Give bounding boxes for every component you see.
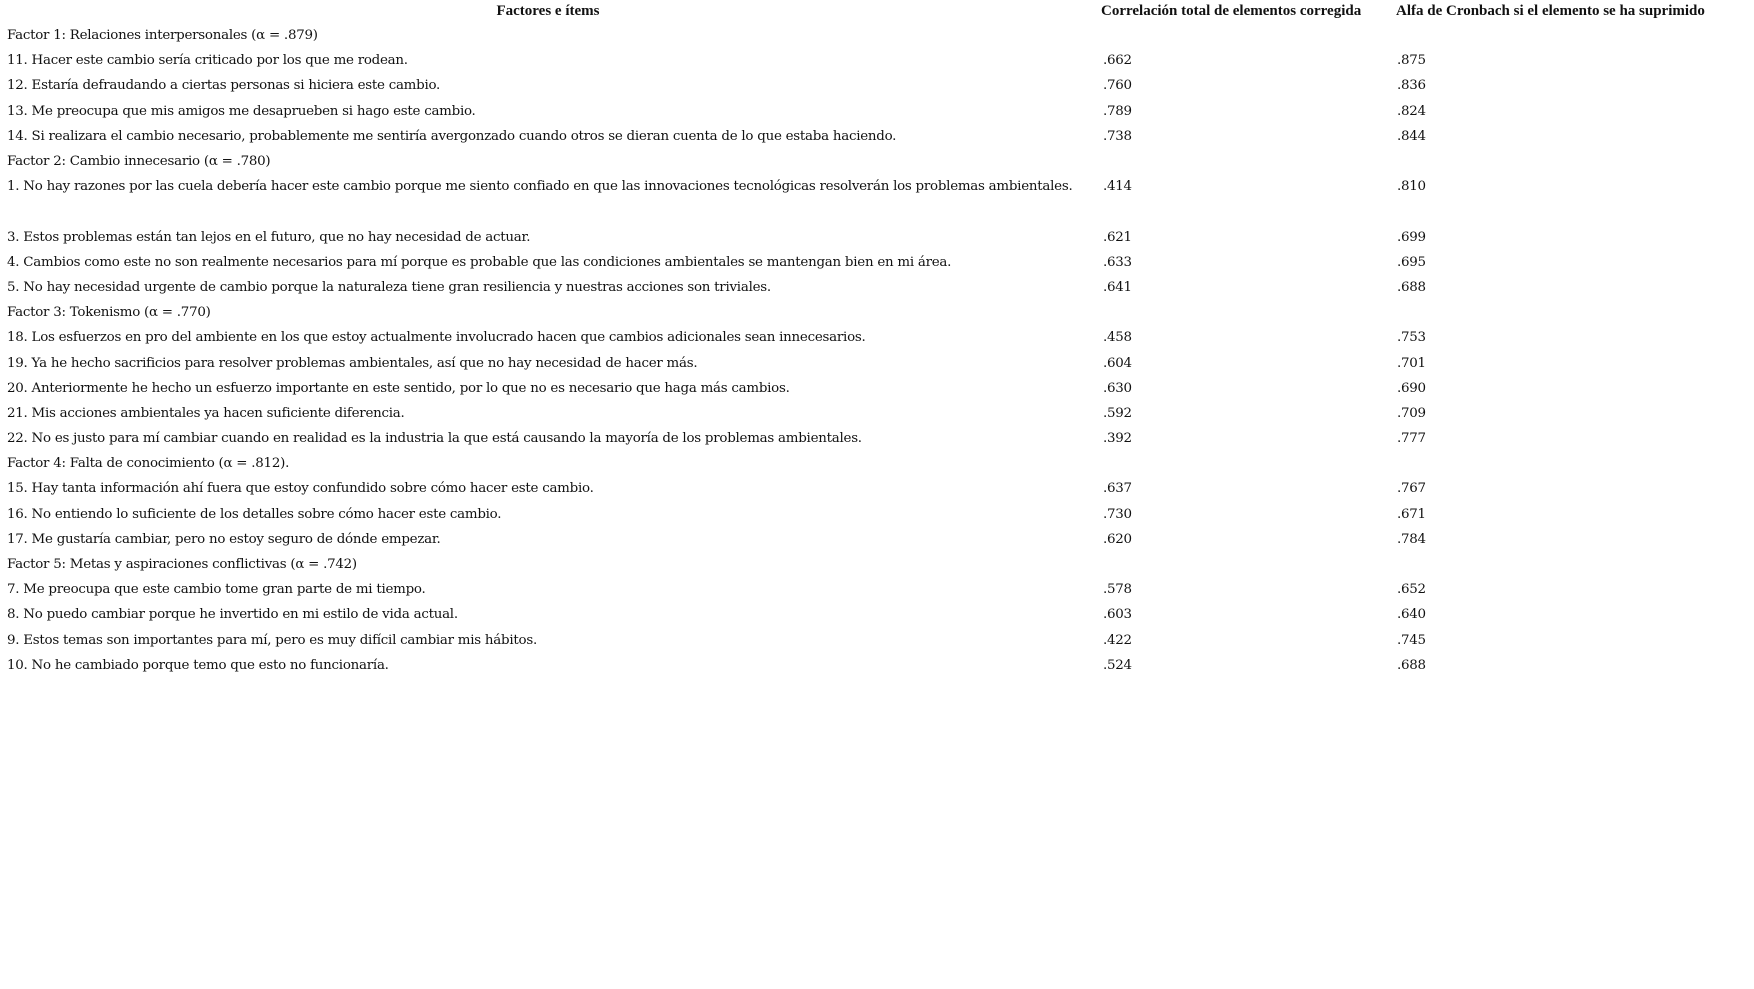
alpha-if-deleted: .671 <box>1397 506 1426 522</box>
alpha-if-deleted: .690 <box>1397 380 1426 396</box>
item-text: 1. No hay razones por las cuela debería hacer este cambio porque me siento confiado en que las innovaciones tecnológicas resolverán los problemas ambientales. <box>7 179 1073 195</box>
table-row <box>0 376 1754 401</box>
table-row <box>0 325 1754 350</box>
factor-row <box>0 149 1754 174</box>
item-text: 10. No he cambiado porque temo que esto no funcionaría. <box>7 657 389 673</box>
table-body <box>0 23 1754 678</box>
item-text: 4. Cambios como este no son realmente necesarios para mí porque es probable que las condiciones ambientales se mantengan bien en mi área. <box>7 254 952 270</box>
table-header <box>0 0 1754 23</box>
alpha-if-deleted: .695 <box>1397 254 1426 270</box>
alpha-if-deleted: .824 <box>1397 103 1426 119</box>
item-total-correlation: .422 <box>1103 632 1132 648</box>
alpha-if-deleted <box>1393 451 1754 476</box>
item-total-correlation: .603 <box>1103 607 1132 623</box>
table-row <box>0 350 1754 375</box>
item-text: 19. Ya he hecho sacrificios para resolver problemas ambientales, así que no hay necesidad de hacer más. <box>7 355 698 371</box>
item-text: 3. Estos problemas están tan lejos en el futuro, que no hay necesidad de actuar. <box>7 229 531 245</box>
alpha-if-deleted: .836 <box>1397 78 1426 94</box>
item-text: 11. Hacer este cambio sería criticado por los que me rodean. <box>7 53 408 69</box>
table-row <box>0 426 1754 451</box>
factor-label: Factor 3: Tokenismo (α = .770) <box>7 305 211 321</box>
table-row <box>0 653 1754 678</box>
item-text: 16. No entiendo lo suficiente de los detalles sobre cómo hacer este cambio. <box>7 506 502 522</box>
item-total-correlation: .621 <box>1103 229 1132 245</box>
item-total-correlation: .633 <box>1103 254 1132 270</box>
table-row <box>0 250 1754 275</box>
alpha-if-deleted: .777 <box>1397 431 1426 447</box>
item-total-correlation <box>1096 149 1393 174</box>
table-row <box>0 174 1754 199</box>
item-text: 17. Me gustaría cambiar, pero no estoy seguro de dónde empezar. <box>7 531 441 547</box>
alpha-if-deleted: .784 <box>1397 531 1426 547</box>
factor-row <box>0 300 1754 325</box>
table-row <box>0 502 1754 527</box>
alpha-if-deleted: .640 <box>1397 607 1426 623</box>
alpha-if-deleted: .699 <box>1397 229 1426 245</box>
alpha-if-deleted <box>1393 199 1754 224</box>
table-row <box>0 476 1754 501</box>
alpha-if-deleted: .810 <box>1397 179 1426 195</box>
item-text: 9. Estos temas son importantes para mí, pero es muy difícil cambiar mis hábitos. <box>7 632 537 648</box>
factor-row <box>0 451 1754 476</box>
item-text: 13. Me preocupa que mis amigos me desaprueben si hago este cambio. <box>7 103 476 119</box>
alpha-if-deleted <box>1393 23 1754 48</box>
table-row <box>0 577 1754 602</box>
alpha-if-deleted: .688 <box>1397 279 1426 295</box>
item-total-correlation: .789 <box>1103 103 1132 119</box>
header-items: Factores e ítems <box>496 3 600 19</box>
table-row <box>0 48 1754 73</box>
item-total-correlation <box>1096 23 1393 48</box>
item-total-correlation <box>1096 199 1393 224</box>
item-text: 15. Hay tanta información ahí fuera que estoy confundido sobre cómo hacer este cambio. <box>7 481 594 497</box>
alpha-if-deleted <box>1393 552 1754 577</box>
item-total-correlation: .604 <box>1103 355 1132 371</box>
item-total-correlation <box>1096 552 1393 577</box>
header-correlation: Correlación total de elementos corregida <box>1101 3 1362 19</box>
item-total-correlation: .637 <box>1103 481 1132 497</box>
table-row <box>0 602 1754 627</box>
table-row <box>0 124 1754 149</box>
item-total-correlation: .738 <box>1103 128 1132 144</box>
item-total-correlation: .592 <box>1103 405 1132 421</box>
item-total-correlation: .630 <box>1103 380 1132 396</box>
item-total-correlation: .730 <box>1103 506 1132 522</box>
table-row <box>0 628 1754 653</box>
factor-label: Factor 2: Cambio innecesario (α = .780) <box>7 154 271 170</box>
item-total-correlation: .392 <box>1103 431 1132 447</box>
blank-row <box>0 199 1754 224</box>
table-row <box>0 225 1754 250</box>
item-text: 20. Anteriormente he hecho un esfuerzo importante en este sentido, por lo que no es necesario que haga más cambios. <box>7 380 790 396</box>
item-text: 21. Mis acciones ambientales ya hacen suficiente diferencia. <box>7 405 405 421</box>
factor-label: Factor 4: Falta de conocimiento (α = .812). <box>7 456 290 472</box>
item-text <box>0 199 1096 224</box>
item-total-correlation: .458 <box>1103 330 1132 346</box>
table-row <box>0 401 1754 426</box>
alpha-if-deleted: .688 <box>1397 657 1426 673</box>
header-row <box>0 0 1754 23</box>
item-total-correlation: .578 <box>1103 582 1132 598</box>
item-total-correlation: .760 <box>1103 78 1132 94</box>
item-total-correlation <box>1096 451 1393 476</box>
alpha-if-deleted <box>1393 149 1754 174</box>
alpha-if-deleted: .652 <box>1397 582 1426 598</box>
table-row <box>0 73 1754 98</box>
table-row <box>0 527 1754 552</box>
item-text: 14. Si realizara el cambio necesario, probablemente me sentiría avergonzado cuando otros se dieran cuenta de lo que estaba haciendo. <box>7 128 897 144</box>
item-text: 5. No hay necesidad urgente de cambio porque la naturaleza tiene gran resiliencia y nuestras acciones son triviales. <box>7 279 771 295</box>
table-row <box>0 275 1754 300</box>
item-text: 18. Los esfuerzos en pro del ambiente en los que estoy actualmente involucrado hacen que cambios adicionales sean innecesarios. <box>7 330 866 346</box>
item-total-correlation: .414 <box>1103 179 1132 195</box>
alpha-if-deleted: .701 <box>1397 355 1426 371</box>
alpha-if-deleted: .875 <box>1397 53 1426 69</box>
table-row <box>0 99 1754 124</box>
factor-row <box>0 23 1754 48</box>
item-total-correlation: .524 <box>1103 657 1132 673</box>
alpha-if-deleted: .753 <box>1397 330 1426 346</box>
item-text: 7. Me preocupa que este cambio tome gran parte de mi tiempo. <box>7 582 426 598</box>
alpha-if-deleted <box>1393 300 1754 325</box>
item-total-correlation <box>1096 300 1393 325</box>
factor-label: Factor 5: Metas y aspiraciones conflictivas (α = .742) <box>7 557 357 573</box>
alpha-if-deleted: .709 <box>1397 405 1426 421</box>
item-text: 8. No puedo cambiar porque he invertido en mi estilo de vida actual. <box>7 607 458 623</box>
item-total-correlation: .641 <box>1103 279 1132 295</box>
alpha-if-deleted: .844 <box>1397 128 1426 144</box>
factor-label: Factor 1: Relaciones interpersonales (α = .879) <box>7 28 318 44</box>
item-total-correlation: .620 <box>1103 531 1132 547</box>
header-alpha: Alfa de Cronbach si el elemento se ha suprimido <box>1396 3 1705 19</box>
item-text: 12. Estaría defraudando a ciertas personas si hiciera este cambio. <box>7 78 441 94</box>
alpha-if-deleted: .767 <box>1397 481 1426 497</box>
alpha-if-deleted: .745 <box>1397 632 1426 648</box>
item-total-correlation: .662 <box>1103 53 1132 69</box>
factor-row <box>0 552 1754 577</box>
item-text: 22. No es justo para mí cambiar cuando en realidad es la industria la que está causando la mayoría de los problemas ambientales. <box>7 431 862 447</box>
